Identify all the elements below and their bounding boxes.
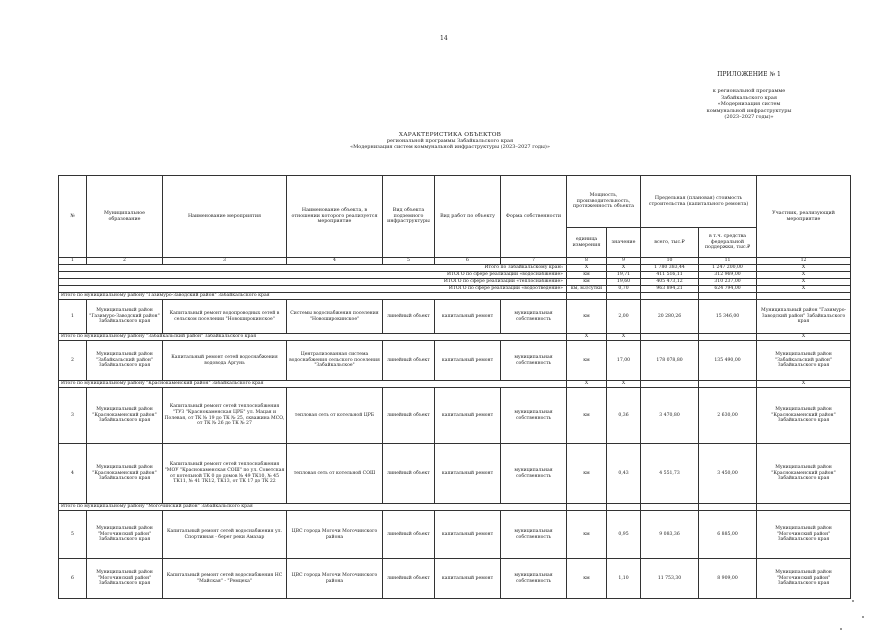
group-participant: X [757,334,851,341]
column-number: 11 [699,258,757,265]
appendix-line: (2023–2027 годы)» [724,114,774,121]
column-number: 3 [163,258,287,265]
total-participant: X [757,286,851,293]
header-capacity: Мощность, производительность, протяженность объекта [567,176,641,228]
group-value [607,293,641,300]
row-participant: Муниципальный район "Краснокаменский район" Забайкальского края [757,388,851,444]
column-number: 8 [567,258,607,265]
row-object: ЦВС города Могочи Могочинского района [287,511,383,559]
row-object: Системы водоснабжения поселения "Новоширокинское" [287,300,383,334]
row-ownership: муниципальная собственность [501,511,567,559]
object-row [59,300,851,334]
header-ownership: Форма собственности [501,176,567,258]
group-label: Итого по муниципальному району "Могочинский район" Забайкальского края [59,504,567,511]
column-number: 9 [607,258,641,265]
total-cost: 405 473,12 [641,279,699,286]
row-municipality: Муниципальный район "Забайкальский район" Забайкальского края [87,341,163,381]
total-cost: 1 780 383,44 [641,265,699,272]
row-cost-fed: 6 885,00 [699,511,757,559]
total-unit: X [567,265,607,272]
total-row [59,272,851,279]
appendix-line: «Модернизация систем [717,101,781,108]
total-participant: X [757,265,851,272]
object-row [59,559,851,599]
total-row [59,279,851,286]
row-measure: Капитальный ремонт водопроводных сетей в сельском поселении "Новоширокинское" [163,300,287,334]
heading-program-name: «Модернизация систем коммунальной инфраструктуры (2023–2027 годы)» [350,144,550,151]
row-cost-fed: 8 909,00 [699,559,757,599]
row-cost-total: 20 280,26 [641,300,699,334]
scan-speck [840,628,842,630]
appendix-title: ПРИЛОЖЕНИЕ № 1 [717,71,781,78]
total-cost: 411 516,11 [641,272,699,279]
row-work-type: капитальный ремонт [435,300,501,334]
total-participant: X [757,272,851,279]
total-value: X [607,265,641,272]
row-participant: Муниципальный район "Забайкальский район" Забайкальского края [757,341,851,381]
header-work-type: Вид работ по объекту [435,176,501,258]
row-unit: км [567,559,607,599]
group-participant [757,504,851,511]
row-unit: км [567,511,607,559]
row-cost-fed: 135 490,00 [699,341,757,381]
group-label: Итого по муниципальному району "Забайкальский район" Забайкальского края [59,334,567,341]
scan-speck [862,616,864,618]
group-label: Итого по муниципальному району "Краснокаменский район" Забайкальского края [59,381,567,388]
group-unit: X [567,334,607,341]
appendix-line: к региональной программе [712,88,786,95]
row-cost-fed: 15 346,00 [699,300,757,334]
header-value: значение [607,228,641,258]
row-object: ЦВС города Могочи Могочинского района [287,559,383,599]
scan-speck [852,600,854,602]
object-row [59,511,851,559]
total-unit: км [567,279,607,286]
total-value: 0,70 [607,286,641,293]
objects-table [58,175,851,599]
row-work-type: капитальный ремонт [435,388,501,444]
header-municipality: Муниципальное образование [87,176,163,258]
page-number: 14 [440,35,448,42]
row-cost-total: 3 470,80 [641,388,699,444]
row-object: Централизованная система водоснабжения сельского поселения "Забайкальское" [287,341,383,381]
header-unit: единица измерения [567,228,607,258]
row-object-type: линейный объект [383,444,435,504]
row-value: 0,43 [607,444,641,504]
row-object-type: линейный объект [383,559,435,599]
column-numbers-row [59,258,851,265]
row-cost-total: 11 753,30 [641,559,699,599]
group-participant [757,293,851,300]
row-measure: Капитальный ремонт сетей водоснабжения ул. Спортивная - берег реки Амазар [163,511,287,559]
row-cost-total: 9 083,36 [641,511,699,559]
row-object: тепловая сеть от котельной СОШ [287,444,383,504]
group-cost [641,334,699,341]
row-object: тепловая сеть от котельной ЦРБ [287,388,383,444]
appendix-line: коммунальной инфраструктуры [706,107,792,114]
row-work-type: капитальный ремонт [435,444,501,504]
group-total-row [59,504,851,511]
group-cost [641,293,699,300]
row-ownership: муниципальная собственность [501,444,567,504]
row-cost-total: 4 551,73 [641,444,699,504]
column-number: 10 [641,258,699,265]
row-ownership: муниципальная собственность [501,388,567,444]
row-value: 1,10 [607,559,641,599]
column-number: 2 [87,258,163,265]
row-cost-total: 178 078,80 [641,341,699,381]
appendix-block [689,72,809,120]
row-measure: Капитальный ремонт сетей теплоснабжения "МОУ "Краснокаменская СОШ" по ул. Советская от котельной ТК 0 до домов № 49 ТК10, № 45 ТК11, № 41 ТК12, ТК13, от ТК 17 до ТК 22 [163,444,287,504]
column-number: 12 [757,258,851,265]
group-cost [641,381,699,388]
object-row [59,388,851,444]
total-row [59,286,851,293]
row-municipality: Муниципальный район "Газимуро-Заводский район" Забайкальского края [87,300,163,334]
header-cost-total: всего, тыс.₽ [641,228,699,258]
appendix-line: Забайкальского края [720,94,778,101]
row-value: 2,00 [607,300,641,334]
row-value: 17,00 [607,341,641,381]
document-heading [300,132,600,151]
row-municipality: Муниципальный район "Могочинский район" Забайкальского края [87,511,163,559]
row-object-type: линейный объект [383,341,435,381]
header-cost: Предельная (плановая) стоимость строительства (капитального ремонта) [641,176,757,228]
row-unit: км [567,388,607,444]
row-ownership: муниципальная собственность [501,341,567,381]
total-unit: км, м3/сутки [567,286,607,293]
row-participant: Муниципальный район "Газимуро-Заводский район" Забайкальского края [757,300,851,334]
row-number: 1 [59,300,87,334]
heading-title: ХАРАКТЕРИСТИКА ОБЪЕКТОВ [398,132,502,138]
total-cost: 963 894,21 [641,286,699,293]
row-work-type: капитальный ремонт [435,559,501,599]
object-row [59,341,851,381]
row-participant: Муниципальный район "Могочинский район" Забайкальского края [757,511,851,559]
total-fed-cost: 624 794,00 [699,286,757,293]
total-fed-cost: 310 237,00 [699,279,757,286]
group-cost [641,504,699,511]
row-participant: Муниципальный район "Краснокаменский район" Забайкальского края [757,444,851,504]
group-fed-cost [699,381,757,388]
row-unit: км [567,341,607,381]
row-municipality: Муниципальный район "Краснокаменский район" Забайкальского края [87,444,163,504]
column-number: 1 [59,258,87,265]
row-measure: Капитальный ремонт сетей водоснабжения водовода Аргунь [163,341,287,381]
group-label: Итого по муниципальному району "Газимуро-Заводский район" Забайкальского края [59,293,567,300]
group-total-row [59,334,851,341]
total-label: ИТОГО по сфере реализации «водоотведение» [59,286,567,293]
total-value: 19,60 [607,279,641,286]
object-row [59,444,851,504]
column-number: 6 [435,258,501,265]
table-header-row [59,176,851,228]
row-municipality: Муниципальный район "Могочинский район" Забайкальского края [87,559,163,599]
row-measure: Капитальный ремонт сетей водоснабжения НС "Майская" - "Ремцеха" [163,559,287,599]
header-num: № [59,176,87,258]
total-fed-cost: 1 247 200,00 [699,265,757,272]
group-unit [567,293,607,300]
row-work-type: капитальный ремонт [435,511,501,559]
row-value: 0,95 [607,511,641,559]
row-cost-fed: 3 450,00 [699,444,757,504]
heading-subtitle: региональной программы Забайкальского края [386,138,514,145]
header-object-type: Вид объекта подземного инфраструктуры [383,176,435,258]
group-value [607,504,641,511]
header-measure: Наименование мероприятия [163,176,287,258]
row-cost-fed: 2 630,00 [699,388,757,444]
total-fed-cost: 312 969,00 [699,272,757,279]
row-number: 6 [59,559,87,599]
total-participant: X [757,279,851,286]
column-number: 4 [287,258,383,265]
row-object-type: линейный объект [383,511,435,559]
total-value: 19,71 [607,272,641,279]
row-number: 3 [59,388,87,444]
row-object-type: линейный объект [383,388,435,444]
row-unit: км [567,444,607,504]
total-unit: км [567,272,607,279]
row-participant: Муниципальный район "Могочинский район" Забайкальского края [757,559,851,599]
total-label: Итого по Забайкальскому краю: [59,265,567,272]
group-fed-cost [699,504,757,511]
row-value: 0,36 [607,388,641,444]
row-ownership: муниципальная собственность [501,300,567,334]
header-object: Наименование объекта, в отношении которого реализуется мероприятие [287,176,383,258]
row-work-type: капитальный ремонт [435,341,501,381]
group-value: X [607,381,641,388]
row-object-type: линейный объект [383,300,435,334]
group-total-row [59,293,851,300]
column-number: 7 [501,258,567,265]
total-label: ИТОГО по сфере реализации «теплоснабжение» [59,279,567,286]
row-municipality: Муниципальный район "Краснокаменский район" Забайкальского края [87,388,163,444]
header-participant: Участник, реализующий мероприятие [757,176,851,258]
group-unit: X [567,381,607,388]
group-value: X [607,334,641,341]
total-label: ИТОГО по сфере реализации «водоснабжение» [59,272,567,279]
row-ownership: муниципальная собственность [501,559,567,599]
group-participant: X [757,381,851,388]
group-fed-cost [699,293,757,300]
row-measure: Капитальный ремонт сетей теплоснабжения "ТУЗ "Краснокаменская ЦРБ" ул. Мацая и Полевая, от ТК № 19 до ТК № 25, скважина МСО, от ТК № 26 до ТК № 27 [163,388,287,444]
column-number: 5 [383,258,435,265]
group-total-row [59,381,851,388]
row-number: 5 [59,511,87,559]
group-fed-cost [699,334,757,341]
group-unit [567,504,607,511]
header-cost-fed: в т.ч. средства федеральной поддержки, тыс.₽ [699,228,757,258]
row-unit: км [567,300,607,334]
row-number: 4 [59,444,87,504]
row-number: 2 [59,341,87,381]
total-row [59,265,851,272]
